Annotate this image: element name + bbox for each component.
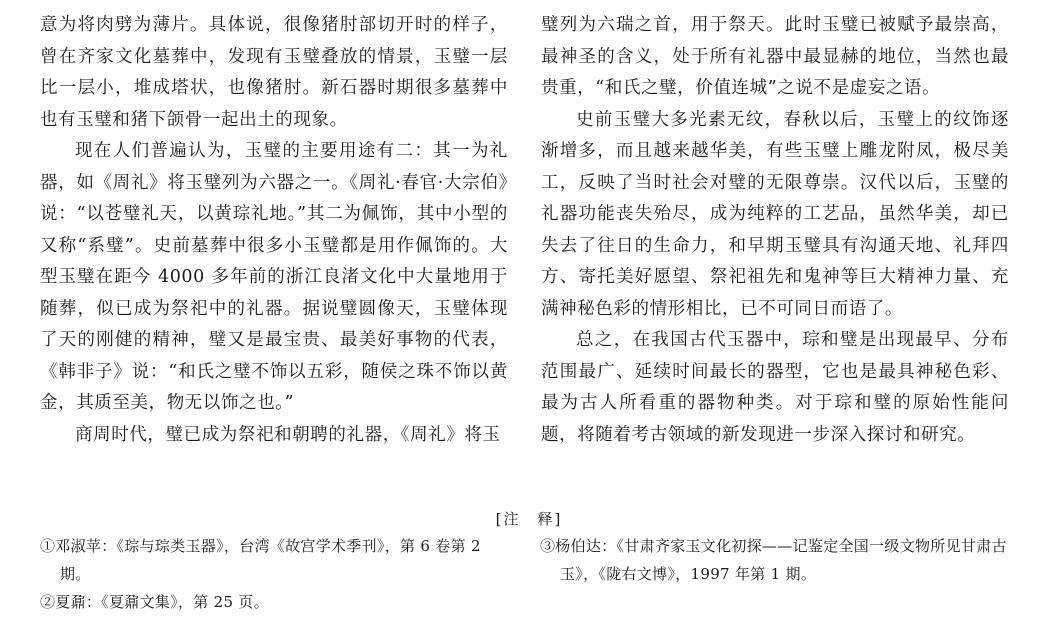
right-text-column	[541, 10, 1009, 451]
notes-heading: [注 释]	[495, 510, 563, 528]
footnote-1: ①邓淑苹：《琮与琮类玉器》，台湾《故宫学术季刊》，第 6 卷第 2 期。	[40, 537, 481, 583]
notes-left-column	[40, 532, 514, 616]
left-paragraph-1: 意为将肉劈为薄片。具体说，很像猪肘部切开时的样子，曾在齐家文化墓葬中，发现有玉璧叠放的情景，玉璧一层比一层小，堆成塔状，也像猪肘。新石器时期很多墓葬中也有玉璧和猪下颌骨一起出土的现象。	[40, 15, 508, 130]
left-paragraph-3: 商周时代，璧已成为祭祀和朝聘的礼器，《周礼》将玉	[75, 424, 501, 445]
notes-right-column	[540, 532, 1020, 588]
left-paragraph-2: 现在人们普遍认为，玉璧的主要用途有二：其一为礼器，如《周礼》将玉璧列为六器之一。《周礼·春官·大宗伯》说：“以苍璧礼天，以黄琮礼地。”其二为佩饰，其中小型的又称“系璧”。史前墓葬中很多小玉璧都是用作佩饰的。大型玉璧在距今 4000 多年前的浙江良渚文化中大量地用于随葬，似已成为祭祀中的礼器。据说璧圆像天，玉璧体现了天的刚健的精神，璧又是最宝贵、最美好事物的代表，《韩非子》说：“和氏之璧不饰以五彩，随侯之珠不饰以黄金，其质至美，物无以饰之也。”	[40, 141, 508, 413]
left-text-column	[40, 10, 508, 451]
right-paragraph-1: 璧列为六瑞之首，用于祭天。此时玉璧已被赋予最崇高，最神圣的含义，处于所有礼器中最显赫的地位，当然也最贵重，“和氏之璧，价值连城”之说不是虚妄之语。	[541, 15, 1009, 98]
footnote-3: ③杨伯达：《甘肃齐家玉文化初探——记鉴定全国一级文物所见甘肃古玉》，《陇右文博》，1997 年第 1 期。	[540, 537, 1007, 583]
right-paragraph-2: 史前玉璧大多光素无纹，春秋以后，玉璧上的纹饰逐渐增多，而且越来越华美，有些玉璧上雕龙附凤，极尽美工，反映了当时社会对璧的无限尊崇。汉代以后，玉璧的礼器功能丧失殆尽，成为纯粹的工艺品，虽然华美，却已失去了往日的生命力，和早期玉璧具有沟通天地、礼拜四方、寄托美好愿望、祭祀祖先和鬼神等巨大精神力量、充满神秘色彩的情形相比，已不可同日而语了。	[541, 109, 1009, 319]
footnote-2: ②夏鼐：《夏鼐文集》，第 25 页。	[40, 593, 270, 611]
right-paragraph-3: 总之，在我国古代玉器中，琮和璧是出现最早、分布范围最广、延续时间最长的器型，它也是最具神秘色彩、最为古人所看重的器物种类。对于琮和璧的原始性能问题，将随着考古领域的新发现进一步深入探讨和研究。	[541, 330, 1009, 445]
